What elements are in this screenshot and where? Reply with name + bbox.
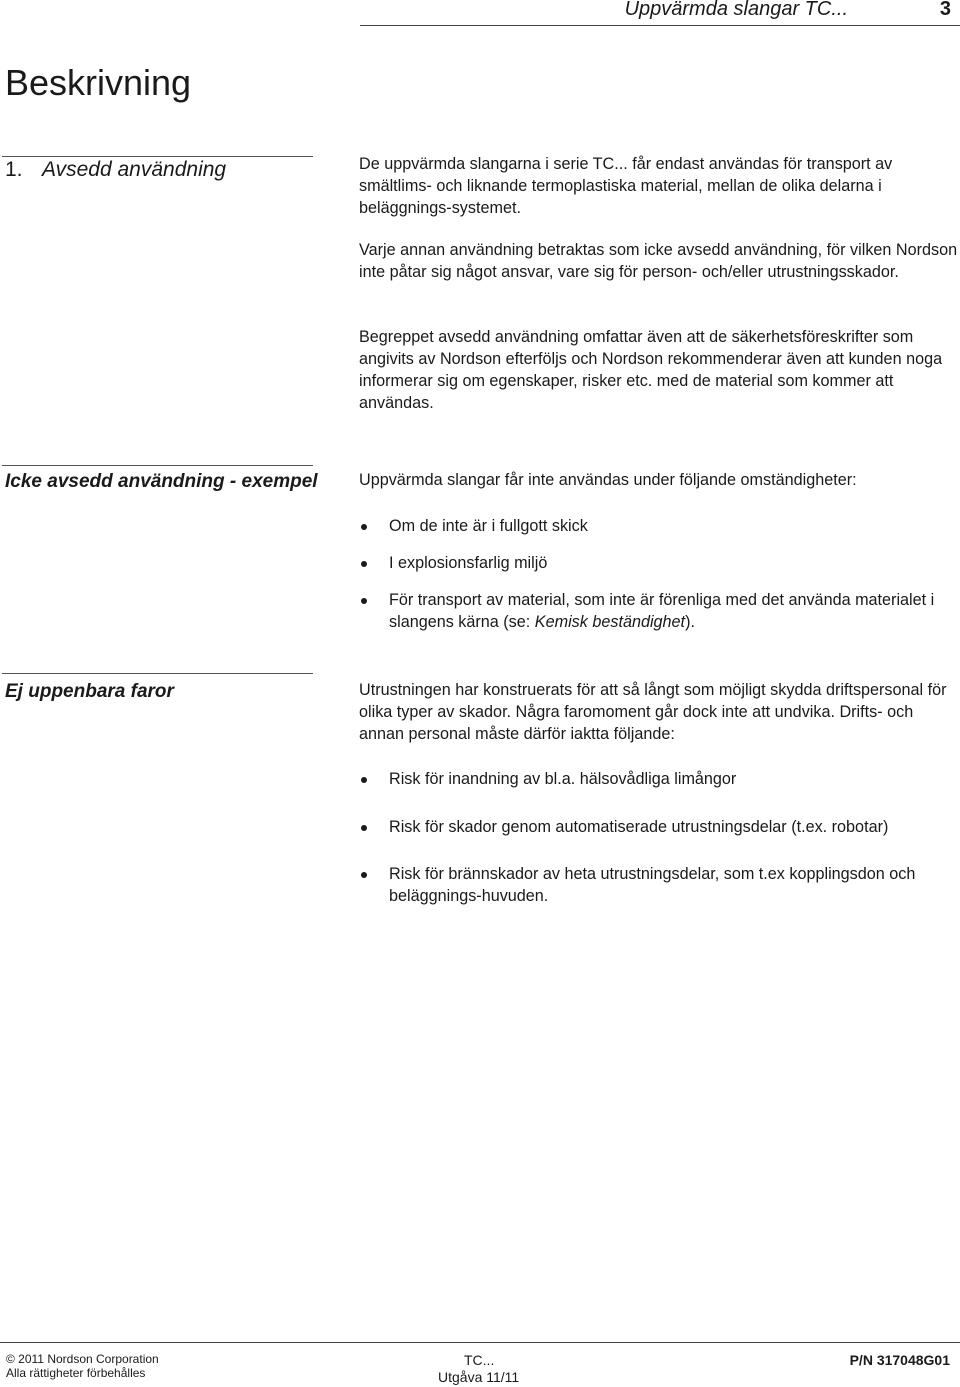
footer-model: TC... [464, 1352, 495, 1368]
section-number: 1. [5, 158, 23, 181]
cross-reference: Kemisk beständighet [534, 613, 686, 631]
footer-part-number: P/N 317048G01 [849, 1352, 950, 1368]
list-item: I explosionsfarlig miljö [359, 552, 959, 574]
section-rule [2, 465, 313, 466]
list-item: För transport av material, som inte är förenliga med det använda materialet i slangens kärna (se: Kemisk beständighet). [359, 589, 959, 633]
bullet-list [359, 589, 959, 633]
list-item: Risk för brännskador av heta utrustningsdelar, som t.ex kopplingsdon och beläggnings-huvuden. [359, 863, 959, 907]
paragraph: Varje annan användning betraktas som icke avsedd användning, för vilken Nordson inte påtar sig något ansvar, vare sig för person- och/eller utrustningsskador. [359, 241, 958, 281]
paragraph: Uppvärmda slangar får inte användas under följande omständigheter: [359, 471, 857, 489]
section-heading-text: Avsedd användning [42, 158, 227, 181]
bullet-icon [361, 524, 367, 530]
bullet-list [359, 816, 959, 838]
footer-rights: Alla rättigheter förbehålles [6, 1366, 146, 1380]
bullet-list [359, 552, 959, 574]
header-rule [360, 25, 960, 26]
bullet-list [359, 768, 959, 790]
side-heading-icke-avsedd-anvandning: Icke avsedd användning - exempel [5, 471, 318, 492]
list-item: Risk för inandning av bl.a. hälsovådliga limångor [359, 768, 959, 790]
list-item: Om de inte är i fullgott skick [359, 515, 959, 537]
page-number: 3 [939, 0, 951, 20]
page-title: Beskrivning [5, 62, 192, 103]
section-rule [2, 673, 313, 674]
footer-edition: Utgåva 11/11 [438, 1369, 520, 1385]
footer-rule [0, 1342, 960, 1343]
bullet-list [359, 515, 959, 537]
paragraph: De uppvärmda slangarna i serie TC... får endast användas för transport av smältlims- och liknande termoplastiska material, mellan de olika delarna i beläggnings-systemet. [359, 155, 893, 217]
bullet-icon [361, 598, 367, 604]
paragraph: Begreppet avsedd användning omfattar även att de säkerhetsföreskrifter som angivits av Nordson efterföljs och Nordson rekommenderar även att kunden noga informerar sig om egenskaper, risker etc. med de material som kommer att användas. [359, 328, 943, 412]
bullet-icon [361, 872, 367, 878]
section-heading-avsedd-anvandning [5, 158, 226, 182]
running-header-title: Uppvärmda slangar TC... [624, 0, 848, 20]
footer-copyright: © 2011 Nordson Corporation [6, 1352, 159, 1366]
paragraph: Utrustningen har konstruerats för att så långt som möjligt skydda driftspersonal för olika typer av skador. Några faromoment går dock inte att undvika. Drifts- och annan personal måste därför iaktta följande: [359, 681, 947, 743]
bullet-icon [361, 777, 367, 783]
list-item: Risk för skador genom automatiserade utrustningsdelar (t.ex. robotar) [359, 816, 959, 838]
section-rule [2, 156, 313, 157]
side-heading-ej-uppenbara-faror: Ej uppenbara faror [5, 681, 174, 702]
bullet-list [359, 863, 959, 907]
bullet-icon [361, 825, 367, 831]
bullet-icon [361, 561, 367, 567]
